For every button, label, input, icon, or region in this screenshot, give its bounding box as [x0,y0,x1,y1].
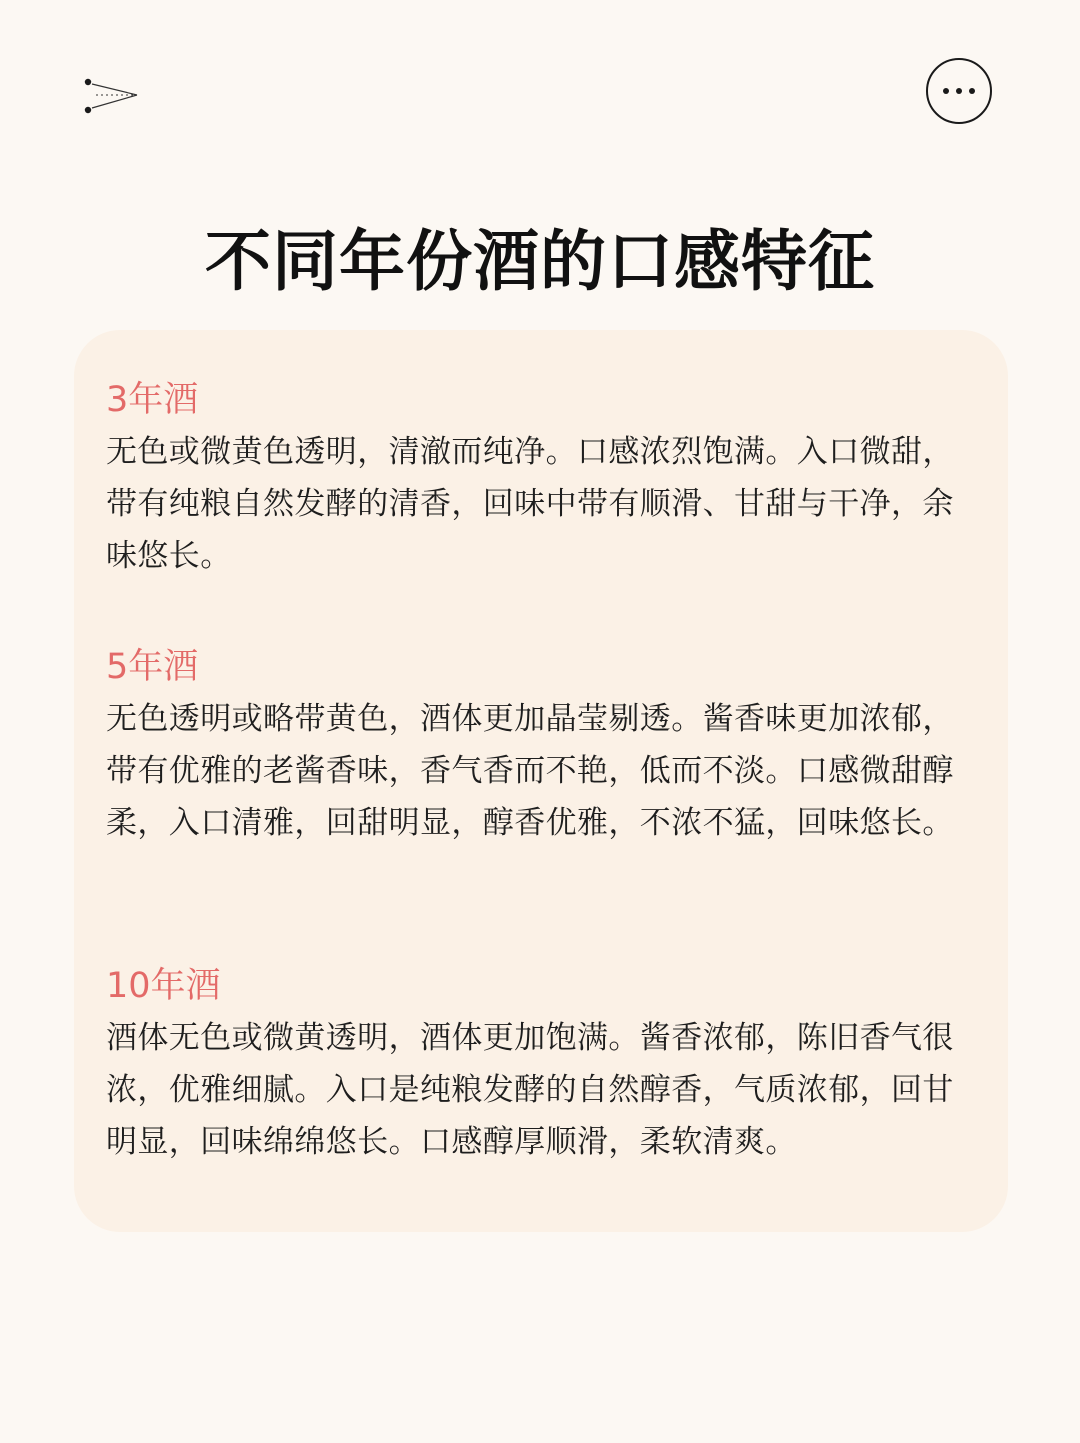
section-title: 10年酒 [106,966,221,1006]
section-10-year [106,960,976,1168]
section-body: 酒体无色或微黄透明，酒体更加饱满。酱香浓郁，陈旧香气很浓，优雅细腻。入口是纯粮发酵的自然醇香，气质浓郁，回甘明显，回味绵绵悠长。口感醇厚顺滑，柔软清爽。 [106,1020,954,1160]
section-body: 无色透明或略带黄色，酒体更加晶莹剔透。酱香味更加浓郁，带有优雅的老酱香味，香气香而不艳，低而不淡。口感微甜醇柔，入口清雅，回甜明显，醇香优雅，不浓不猛，回味悠长。 [106,701,954,841]
section-title: 3年酒 [106,380,199,420]
more-icon [943,88,949,94]
section-title: 5年酒 [106,647,199,687]
more-button[interactable] [926,58,992,124]
section-3-year [106,374,976,582]
section-5-year [106,641,976,849]
send-arrow-icon [82,76,142,116]
section-body: 无色或微黄色透明，清澈而纯净。口感浓烈饱满。入口微甜，带有纯粮自然发酵的清香，回味中带有顺滑、甘甜与干净，余味悠长。 [106,434,954,574]
page-title: 不同年份酒的口感特征 [205,223,875,300]
